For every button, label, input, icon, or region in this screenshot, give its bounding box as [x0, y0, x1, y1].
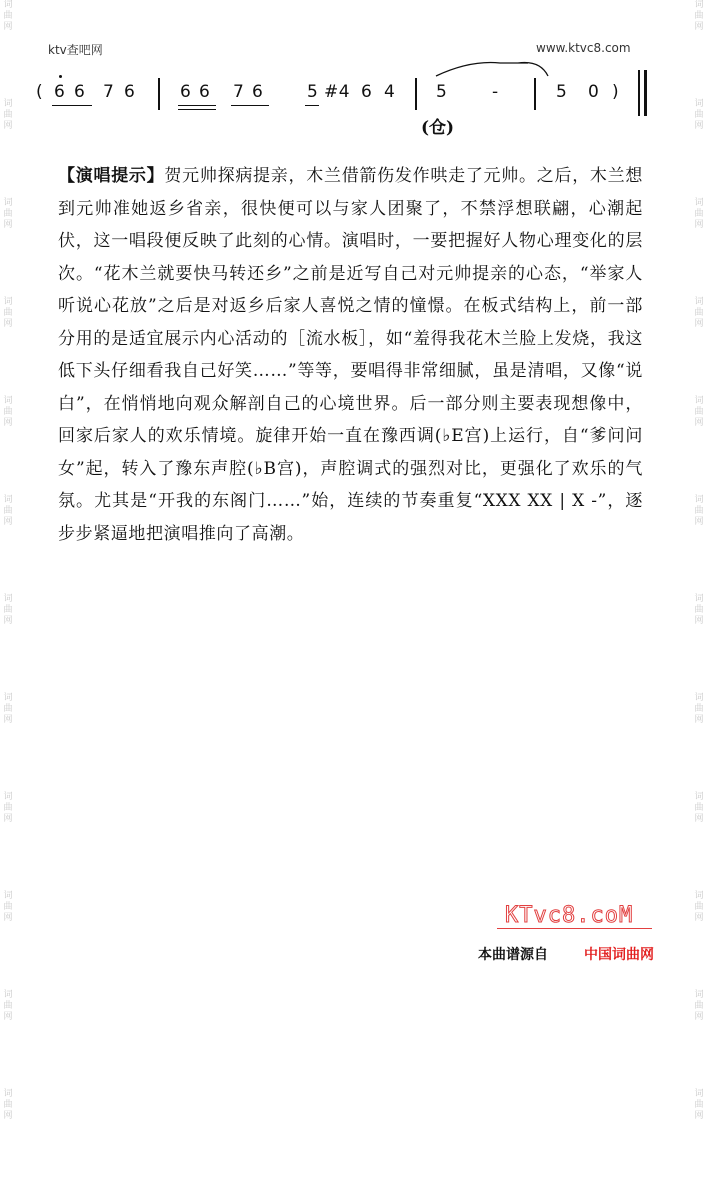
- watermark-text: 词 曲 网: [3, 495, 13, 527]
- note: 7: [103, 82, 115, 102]
- note: 6: [361, 82, 373, 102]
- watermark-text: 词 曲 网: [694, 792, 704, 824]
- watermark-text: 词 曲 网: [3, 990, 13, 1022]
- note: 6: [74, 82, 86, 102]
- note: 4: [384, 82, 396, 102]
- site-header-left: ktv查吧网: [48, 43, 103, 57]
- note: 0: [588, 82, 600, 102]
- lyric-cang: (仓): [421, 118, 455, 138]
- watermark-text: 词 曲 网: [694, 99, 704, 131]
- score-line: [0, 60, 707, 140]
- site-url: www.ktvc8.com: [536, 41, 631, 55]
- performance-notes-text: 贺元帅探病提亲，木兰借箭伤发作哄走了元帅。之后，木兰想到元帅准她返乡省亲，很快便可以与家人团聚了，不禁浮想联翩，心潮起伏，这一唱段便反映了此刻的心情。演唱时，一要把握好人物心理变化的层次。“花木兰就要快马转还乡”之前是近写自己对元帅提亲的心态，“举家人听说心花放”之后是对返乡后家人喜悦之情的憧憬。在板式结构上，前一部分用的是适宜展示内心活动的［流水板］，如“羞得我花木兰脸上发烧，我这低下头仔细看我自己好笑……”等等，要唱得非常细腻，虽是清唱，又像“说白”，在悄悄地向观众解剖自己的心境世界。后一部分则主要表现想像中，回家后家人的欢乐情境。旋律开始一直在豫西调(♭E宫)上运行，自“爹问问女”起，转入了豫东声腔(♭B宫)，声腔调式的强烈对比，更强化了欢乐的气氛。尤其是“开我的东阁门……”始，连续的节奏重复“XXX XX | X -”，逐步步紧逼地把演唱推向了高潮。: [58, 166, 643, 544]
- note: 5: [436, 82, 448, 102]
- note: 5: [556, 82, 568, 102]
- performance-notes: [58, 160, 643, 550]
- note: 6: [180, 82, 192, 102]
- logo-divider: [497, 928, 652, 929]
- note-dash: -: [492, 82, 499, 102]
- watermark-text: 词 曲 网: [694, 0, 704, 32]
- slur-tie: [0, 60, 707, 140]
- watermark-text: 词 曲 网: [3, 693, 13, 725]
- watermark-text: 词 曲 网: [3, 594, 13, 626]
- note-sharp: #4: [324, 82, 351, 102]
- note: 6: [124, 82, 136, 102]
- note: 6: [252, 82, 264, 102]
- watermark-text: 词 曲 网: [694, 396, 704, 428]
- watermark-text: 词 曲 网: [3, 297, 13, 329]
- note: 7: [233, 82, 245, 102]
- watermark-text: 词 曲 网: [694, 495, 704, 527]
- watermark-text: 词 曲 网: [694, 891, 704, 923]
- right-watermark: [692, 0, 706, 1188]
- watermark-text: 词 曲 网: [3, 99, 13, 131]
- watermark-text: 词 曲 网: [694, 198, 704, 230]
- watermark-text: 词 曲 网: [694, 1089, 704, 1121]
- source-label: 本曲谱源自: [478, 947, 548, 963]
- note-paren-close: ): [612, 82, 620, 102]
- watermark-text: 词 曲 网: [694, 594, 704, 626]
- watermark-text: 词 曲 网: [3, 891, 13, 923]
- watermark-text: 词 曲 网: [694, 297, 704, 329]
- note: 5: [307, 82, 319, 102]
- watermark-text: 词 曲 网: [3, 0, 13, 32]
- source-site[interactable]: 中国词曲网: [584, 947, 654, 963]
- note-paren-open: (: [36, 82, 44, 102]
- watermark-text: 词 曲 网: [694, 693, 704, 725]
- watermark-text: 词 曲 网: [3, 1089, 13, 1121]
- watermark-text: 词 曲 网: [3, 792, 13, 824]
- watermark-text: 词 曲 网: [694, 990, 704, 1022]
- note: 6: [54, 82, 66, 102]
- watermark-text: 词 曲 网: [3, 396, 13, 428]
- section-label: 【演唱提示】: [58, 166, 165, 186]
- left-watermark: [1, 0, 15, 1188]
- watermark-text: 词 曲 网: [3, 198, 13, 230]
- ktvc8-logo: KTvc8.coM: [505, 903, 634, 928]
- note: 6: [199, 82, 211, 102]
